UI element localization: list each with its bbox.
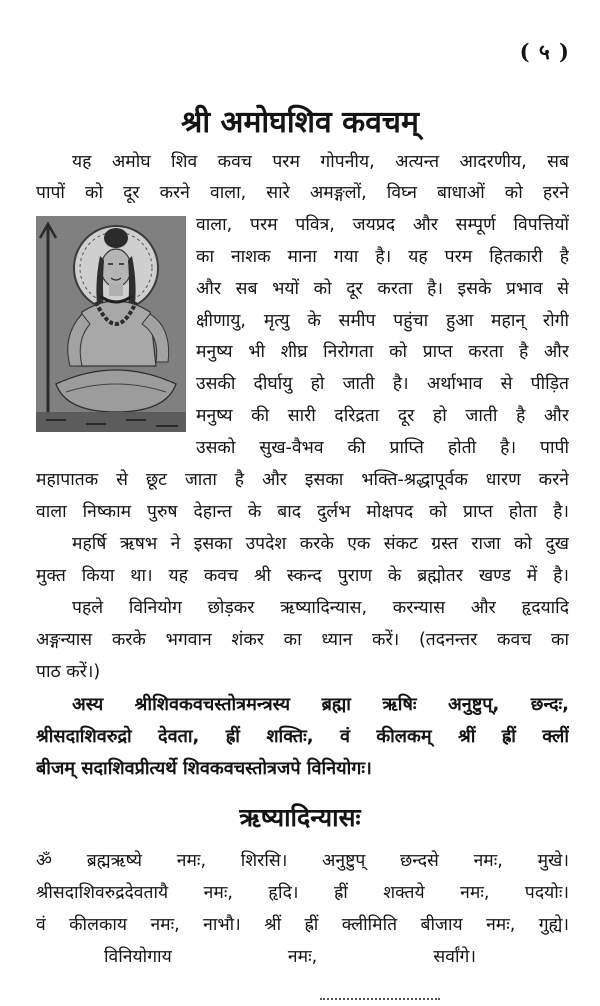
nyasa-line: श्रीसदाशिवरुद्रदेवतायै नमः, हृदि। ह्रीं शक्तये नमः, पदयोः। bbox=[36, 883, 569, 903]
viniyoga-line: बीजम् सदाशिवप्रीत्यर्थे शिवकवचस्तोत्रजपे विनियोगः। bbox=[36, 758, 372, 779]
viniyoga-line: अस्य श्रीशिवकवचस्तोत्रमन्त्रस्य ब्रह्मा ऋषिः अनुष्टुप्, छन्दः, bbox=[72, 694, 569, 715]
text-line: का नाशक माना गया है। यह परम हितकारी है bbox=[196, 247, 569, 267]
nyasa-line: विनियोगाय नमः, सर्वांगे। bbox=[104, 947, 476, 967]
text-line: पहले विनियोग छोड़कर ऋष्यादिन्यास, करन्यास और हृदयादि bbox=[72, 598, 569, 618]
text-line: यह अमोघ शिव कवच परम गोपनीय, अत्यन्त आदरणीय, सब bbox=[72, 152, 569, 172]
text-line: क्षीणायु, मृत्यु के समीप पहुंचा हुआ महान् रोगी bbox=[196, 311, 569, 331]
viniyoga-line: श्रीसदाशिवरुद्रो देवता, ह्रीं शक्तिः, वं कीलकम् श्रीं ह्रीं क्लीं bbox=[36, 726, 569, 747]
text-line: वाला निष्काम पुरुष देहान्त के बाद दुर्लभ मोक्षपद को प्राप्त होता है। bbox=[36, 502, 569, 522]
text-line: उसकी दीर्घायु हो जाती है। अर्थाभाव से पीड़ित bbox=[196, 374, 569, 394]
shiva-illustration-image bbox=[36, 216, 186, 432]
next-page-edge-divider bbox=[320, 998, 440, 1004]
text-line: और सब भयों को दूर करता है। इसके प्रभाव से bbox=[196, 279, 569, 299]
section-heading: ऋष्यादिन्यासः bbox=[239, 803, 361, 832]
text-line: पापों को दूर करने वाला, सारे अमङ्गलों, विघ्न बाधाओं को हरने bbox=[36, 183, 569, 203]
text-line: मनुष्य भी शीघ्र निरोगता को प्राप्त करता है और bbox=[196, 342, 569, 362]
text-line: मनुष्य की सारी दरिद्रता दूर हो जाती है और bbox=[196, 406, 569, 426]
text-line: वाला, परम पवित्र, जयप्रद और सम्पूर्ण विपत्तियों bbox=[196, 215, 569, 235]
text-line: उसको सुख-वैभव की प्राप्ति होती है। पापी bbox=[196, 438, 569, 458]
page-number: ( ५ ) bbox=[519, 39, 570, 64]
text-line: अङ्गन्यास करके भगवान शंकर का ध्यान करें। (तदनन्तर कवच का bbox=[36, 630, 569, 650]
nyasa-line: वं कीलकाय नमः, नाभौ। श्रीं ह्रीं क्लीमिति बीजाय नमः, गुह्ये। bbox=[36, 915, 569, 935]
text-line: महापातक से छूट जाता है और इसका भक्ति-श्रद्धापूर्वक धारण करने bbox=[36, 470, 569, 490]
nyasa-line: ॐ ब्रह्मऋष्ये नमः, शिरसि। अनुष्टुप् छन्दसे नमः, मुखे। bbox=[36, 851, 569, 871]
text-line: पाठ करें।) bbox=[36, 662, 101, 682]
text-line: मुक्त किया था। यह कवच श्री स्कन्द पुराण के ब्रह्मोतर खण्ड में है। bbox=[36, 566, 569, 586]
page-title: श्री अमोघशिव कवचम् bbox=[181, 105, 419, 140]
text-line: महर्षि ऋषभ ने इसका उपदेश करके एक संकट ग्रस्त राजा को दुख bbox=[72, 534, 569, 554]
shiva-figure-icon bbox=[36, 216, 186, 432]
